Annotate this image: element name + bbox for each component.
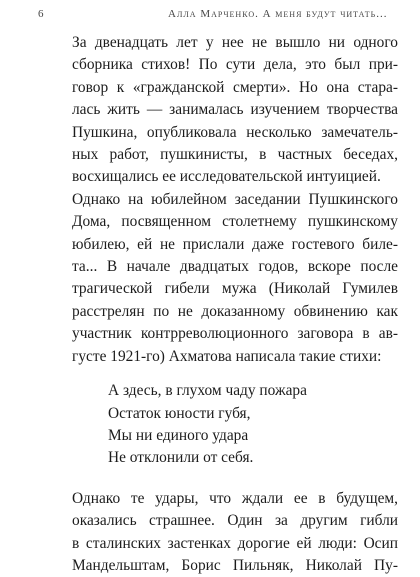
poem-line: Мы ни единого удара [108,426,249,444]
text-line: юбилею, ей не прислали даже гостевого биле- [72,235,398,253]
text-line: восхищались ее исследовательской интуицией. [72,168,381,186]
text-line: Однако те удары, что ждали ее в будущем, [72,489,398,507]
text-line: трагической гибели мужа (Николай Гумилев [72,280,398,298]
text-line: густе 1921-го) Ахматова написала такие стихи: [72,347,382,365]
text-line: сборника стихов! По сути дела, это был при- [72,56,398,74]
text-line: расстрелян по не доказанному обвинению как [72,302,398,320]
text-line: Пушкина, опубликовала несколько замечатель- [72,123,398,141]
text-line: Дома, посвященном столетнему пушкинскому [72,213,398,231]
running-header [38,8,400,26]
text-line: та... В начале двадцатых годов, вскоре после [72,258,398,276]
paragraph-2 [72,189,398,368]
page-number: 6 [38,8,44,20]
text-line: участник контрреволюционного заговора в ав- [72,325,398,343]
poem-line: А здесь, в глухом чаду пожара [108,382,307,400]
paragraph-1 [72,32,398,189]
poem-line: Не отклонили от себя. [108,449,254,467]
text-line: За двенадцать лет у нее не вышло ни одного [72,34,398,51]
text-line: оказались страшнее. Один за другим гибли [72,512,398,530]
body-text [72,32,398,577]
running-title: Алла Марченко. А меня будут читать... [168,8,388,20]
text-line: говор к «гражданской смерти». Но она стара- [72,78,398,96]
text-line: в сталинских застенках дорогие ей люди: Осип [72,534,398,552]
paragraph-3 [72,488,398,577]
text-line: лась жить — занималась изучением творчества [72,101,398,119]
text-line: ных работ, пушкинисты, в частных беседах, [72,146,398,164]
poem-line: Остаток юности губя, [108,404,251,422]
poem-stanza [72,380,398,470]
text-line: Однако на юбилейном заседании Пушкинского [72,190,398,208]
text-line: Мандельштам, Борис Пильняк, Николай Пу- [72,556,398,574]
